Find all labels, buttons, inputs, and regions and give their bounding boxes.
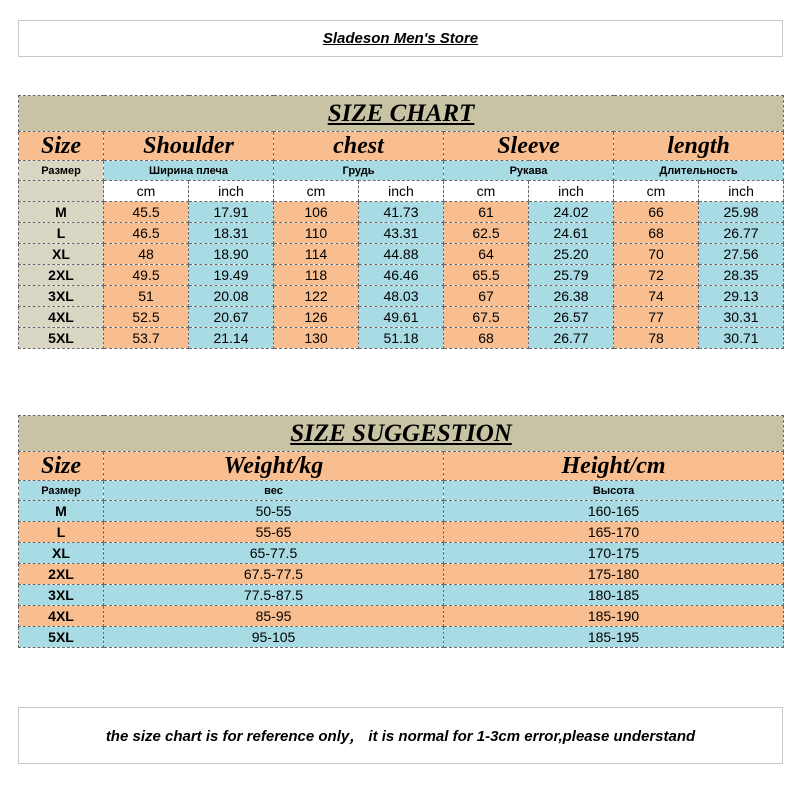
height-cell: 180-185	[444, 585, 784, 606]
table-row	[19, 522, 784, 543]
size-cell: 2XL	[19, 265, 104, 286]
chest-cm-cell: 126	[274, 307, 359, 328]
ru-header-size: Размер	[19, 481, 104, 501]
size-cell: 4XL	[19, 307, 104, 328]
length-cm-cell: 66	[614, 202, 699, 223]
chest-cm-cell: 114	[274, 244, 359, 265]
length-cm-cell: 70	[614, 244, 699, 265]
shoulder-cm-cell: 46.5	[104, 223, 189, 244]
shoulder-cm-cell: 51	[104, 286, 189, 307]
length-inch-cell: 29.13	[699, 286, 784, 307]
chest-inch-cell: 46.46	[359, 265, 444, 286]
sleeve-inch-cell: 26.77	[529, 328, 614, 349]
ru-header-weight: вес	[104, 481, 444, 501]
length-inch-cell: 25.98	[699, 202, 784, 223]
chest-inch-cell: 49.61	[359, 307, 444, 328]
height-cell: 185-190	[444, 606, 784, 627]
table-row	[19, 501, 784, 522]
store-title-box	[18, 20, 783, 57]
length-inch-cell: 26.77	[699, 223, 784, 244]
length-cm-cell: 74	[614, 286, 699, 307]
length-inch-cell: 27.56	[699, 244, 784, 265]
table-row	[19, 585, 784, 606]
store-title: Sladeson Men's Store	[322, 30, 479, 47]
header-size: Size	[19, 132, 104, 161]
sleeve-cm-cell: 65.5	[444, 265, 529, 286]
header-shoulder: Shoulder	[104, 132, 274, 161]
sleeve-cm-cell: 68	[444, 328, 529, 349]
header-weight: Weight/kg	[104, 452, 444, 481]
table-row	[19, 265, 784, 286]
size-chart-table	[18, 95, 784, 349]
size-chart-title-cell	[19, 96, 784, 132]
height-cell: 170-175	[444, 543, 784, 564]
shoulder-inch-cell: 18.90	[189, 244, 274, 265]
ru-header-size: Размер	[19, 161, 104, 181]
shoulder-inch-cell: 17.91	[189, 202, 274, 223]
table-row	[19, 328, 784, 349]
ru-header-shoulder: Ширина плеча	[104, 161, 274, 181]
header-chest: chest	[274, 132, 444, 161]
table-row	[19, 606, 784, 627]
table-row	[19, 223, 784, 244]
shoulder-inch-cell: 18.31	[189, 223, 274, 244]
shoulder-cm-cell: 45.5	[104, 202, 189, 223]
height-cell: 160-165	[444, 501, 784, 522]
sleeve-inch-cell: 26.38	[529, 286, 614, 307]
table-row	[19, 202, 784, 223]
unit-cm: cm	[444, 181, 529, 202]
weight-cell: 77.5-87.5	[104, 585, 444, 606]
unit-inch: inch	[699, 181, 784, 202]
table-row	[19, 307, 784, 328]
sleeve-inch-cell: 24.02	[529, 202, 614, 223]
header-height: Height/cm	[444, 452, 784, 481]
size-cell: M	[19, 202, 104, 223]
disclaimer-text: the size chart is for reference only， it is normal for 1-3cm error,please understand	[105, 728, 696, 745]
sleeve-cm-cell: 64	[444, 244, 529, 265]
ru-header-height: Высота	[444, 481, 784, 501]
chest-inch-cell: 48.03	[359, 286, 444, 307]
ru-header-length: Длительность	[614, 161, 784, 181]
size-chart-title: SIZE CHART	[327, 99, 475, 127]
size-suggestion-title-cell	[19, 416, 784, 452]
height-cell: 175-180	[444, 564, 784, 585]
sleeve-cm-cell: 67.5	[444, 307, 529, 328]
sleeve-cm-cell: 67	[444, 286, 529, 307]
chest-cm-cell: 106	[274, 202, 359, 223]
size-cell: M	[19, 501, 104, 522]
chest-cm-cell: 122	[274, 286, 359, 307]
table-row	[19, 244, 784, 265]
size-suggestion-title: SIZE SUGGESTION	[290, 419, 512, 447]
unit-cm: cm	[614, 181, 699, 202]
sleeve-inch-cell: 26.57	[529, 307, 614, 328]
unit-inch: inch	[189, 181, 274, 202]
chest-cm-cell: 130	[274, 328, 359, 349]
size-cell: 2XL	[19, 564, 104, 585]
weight-cell: 50-55	[104, 501, 444, 522]
height-cell: 185-195	[444, 627, 784, 648]
sleeve-inch-cell: 25.20	[529, 244, 614, 265]
weight-cell: 55-65	[104, 522, 444, 543]
weight-cell: 85-95	[104, 606, 444, 627]
disclaimer-box	[18, 707, 783, 764]
size-cell: 3XL	[19, 585, 104, 606]
sleeve-cm-cell: 61	[444, 202, 529, 223]
size-cell: XL	[19, 543, 104, 564]
sleeve-inch-cell: 25.79	[529, 265, 614, 286]
weight-cell: 65-77.5	[104, 543, 444, 564]
size-cell: 5XL	[19, 627, 104, 648]
shoulder-cm-cell: 48	[104, 244, 189, 265]
header-sleeve: Sleeve	[444, 132, 614, 161]
shoulder-inch-cell: 19.49	[189, 265, 274, 286]
unit-inch: inch	[359, 181, 444, 202]
shoulder-inch-cell: 20.67	[189, 307, 274, 328]
length-cm-cell: 77	[614, 307, 699, 328]
length-cm-cell: 72	[614, 265, 699, 286]
height-cell: 165-170	[444, 522, 784, 543]
size-cell: L	[19, 223, 104, 244]
ru-header-sleeve: Рукава	[444, 161, 614, 181]
table-row	[19, 543, 784, 564]
weight-cell: 95-105	[104, 627, 444, 648]
weight-cell: 67.5-77.5	[104, 564, 444, 585]
table-row	[19, 564, 784, 585]
size-cell: 5XL	[19, 328, 104, 349]
size-cell: 3XL	[19, 286, 104, 307]
size-cell: XL	[19, 244, 104, 265]
units-blank	[19, 181, 104, 202]
sleeve-cm-cell: 62.5	[444, 223, 529, 244]
chest-cm-cell: 118	[274, 265, 359, 286]
size-cell: L	[19, 522, 104, 543]
table-row	[19, 286, 784, 307]
unit-cm: cm	[274, 181, 359, 202]
table-row	[19, 627, 784, 648]
chest-inch-cell: 44.88	[359, 244, 444, 265]
chest-inch-cell: 43.31	[359, 223, 444, 244]
size-cell: 4XL	[19, 606, 104, 627]
header-length: length	[614, 132, 784, 161]
length-inch-cell: 30.71	[699, 328, 784, 349]
shoulder-inch-cell: 21.14	[189, 328, 274, 349]
shoulder-inch-cell: 20.08	[189, 286, 274, 307]
unit-inch: inch	[529, 181, 614, 202]
ru-header-chest: Грудь	[274, 161, 444, 181]
header-size: Size	[19, 452, 104, 481]
length-cm-cell: 78	[614, 328, 699, 349]
length-inch-cell: 30.31	[699, 307, 784, 328]
chest-cm-cell: 110	[274, 223, 359, 244]
chest-inch-cell: 51.18	[359, 328, 444, 349]
length-inch-cell: 28.35	[699, 265, 784, 286]
shoulder-cm-cell: 52.5	[104, 307, 189, 328]
shoulder-cm-cell: 53.7	[104, 328, 189, 349]
length-cm-cell: 68	[614, 223, 699, 244]
unit-cm: cm	[104, 181, 189, 202]
sleeve-inch-cell: 24.61	[529, 223, 614, 244]
chest-inch-cell: 41.73	[359, 202, 444, 223]
size-suggestion-table	[18, 415, 784, 648]
shoulder-cm-cell: 49.5	[104, 265, 189, 286]
